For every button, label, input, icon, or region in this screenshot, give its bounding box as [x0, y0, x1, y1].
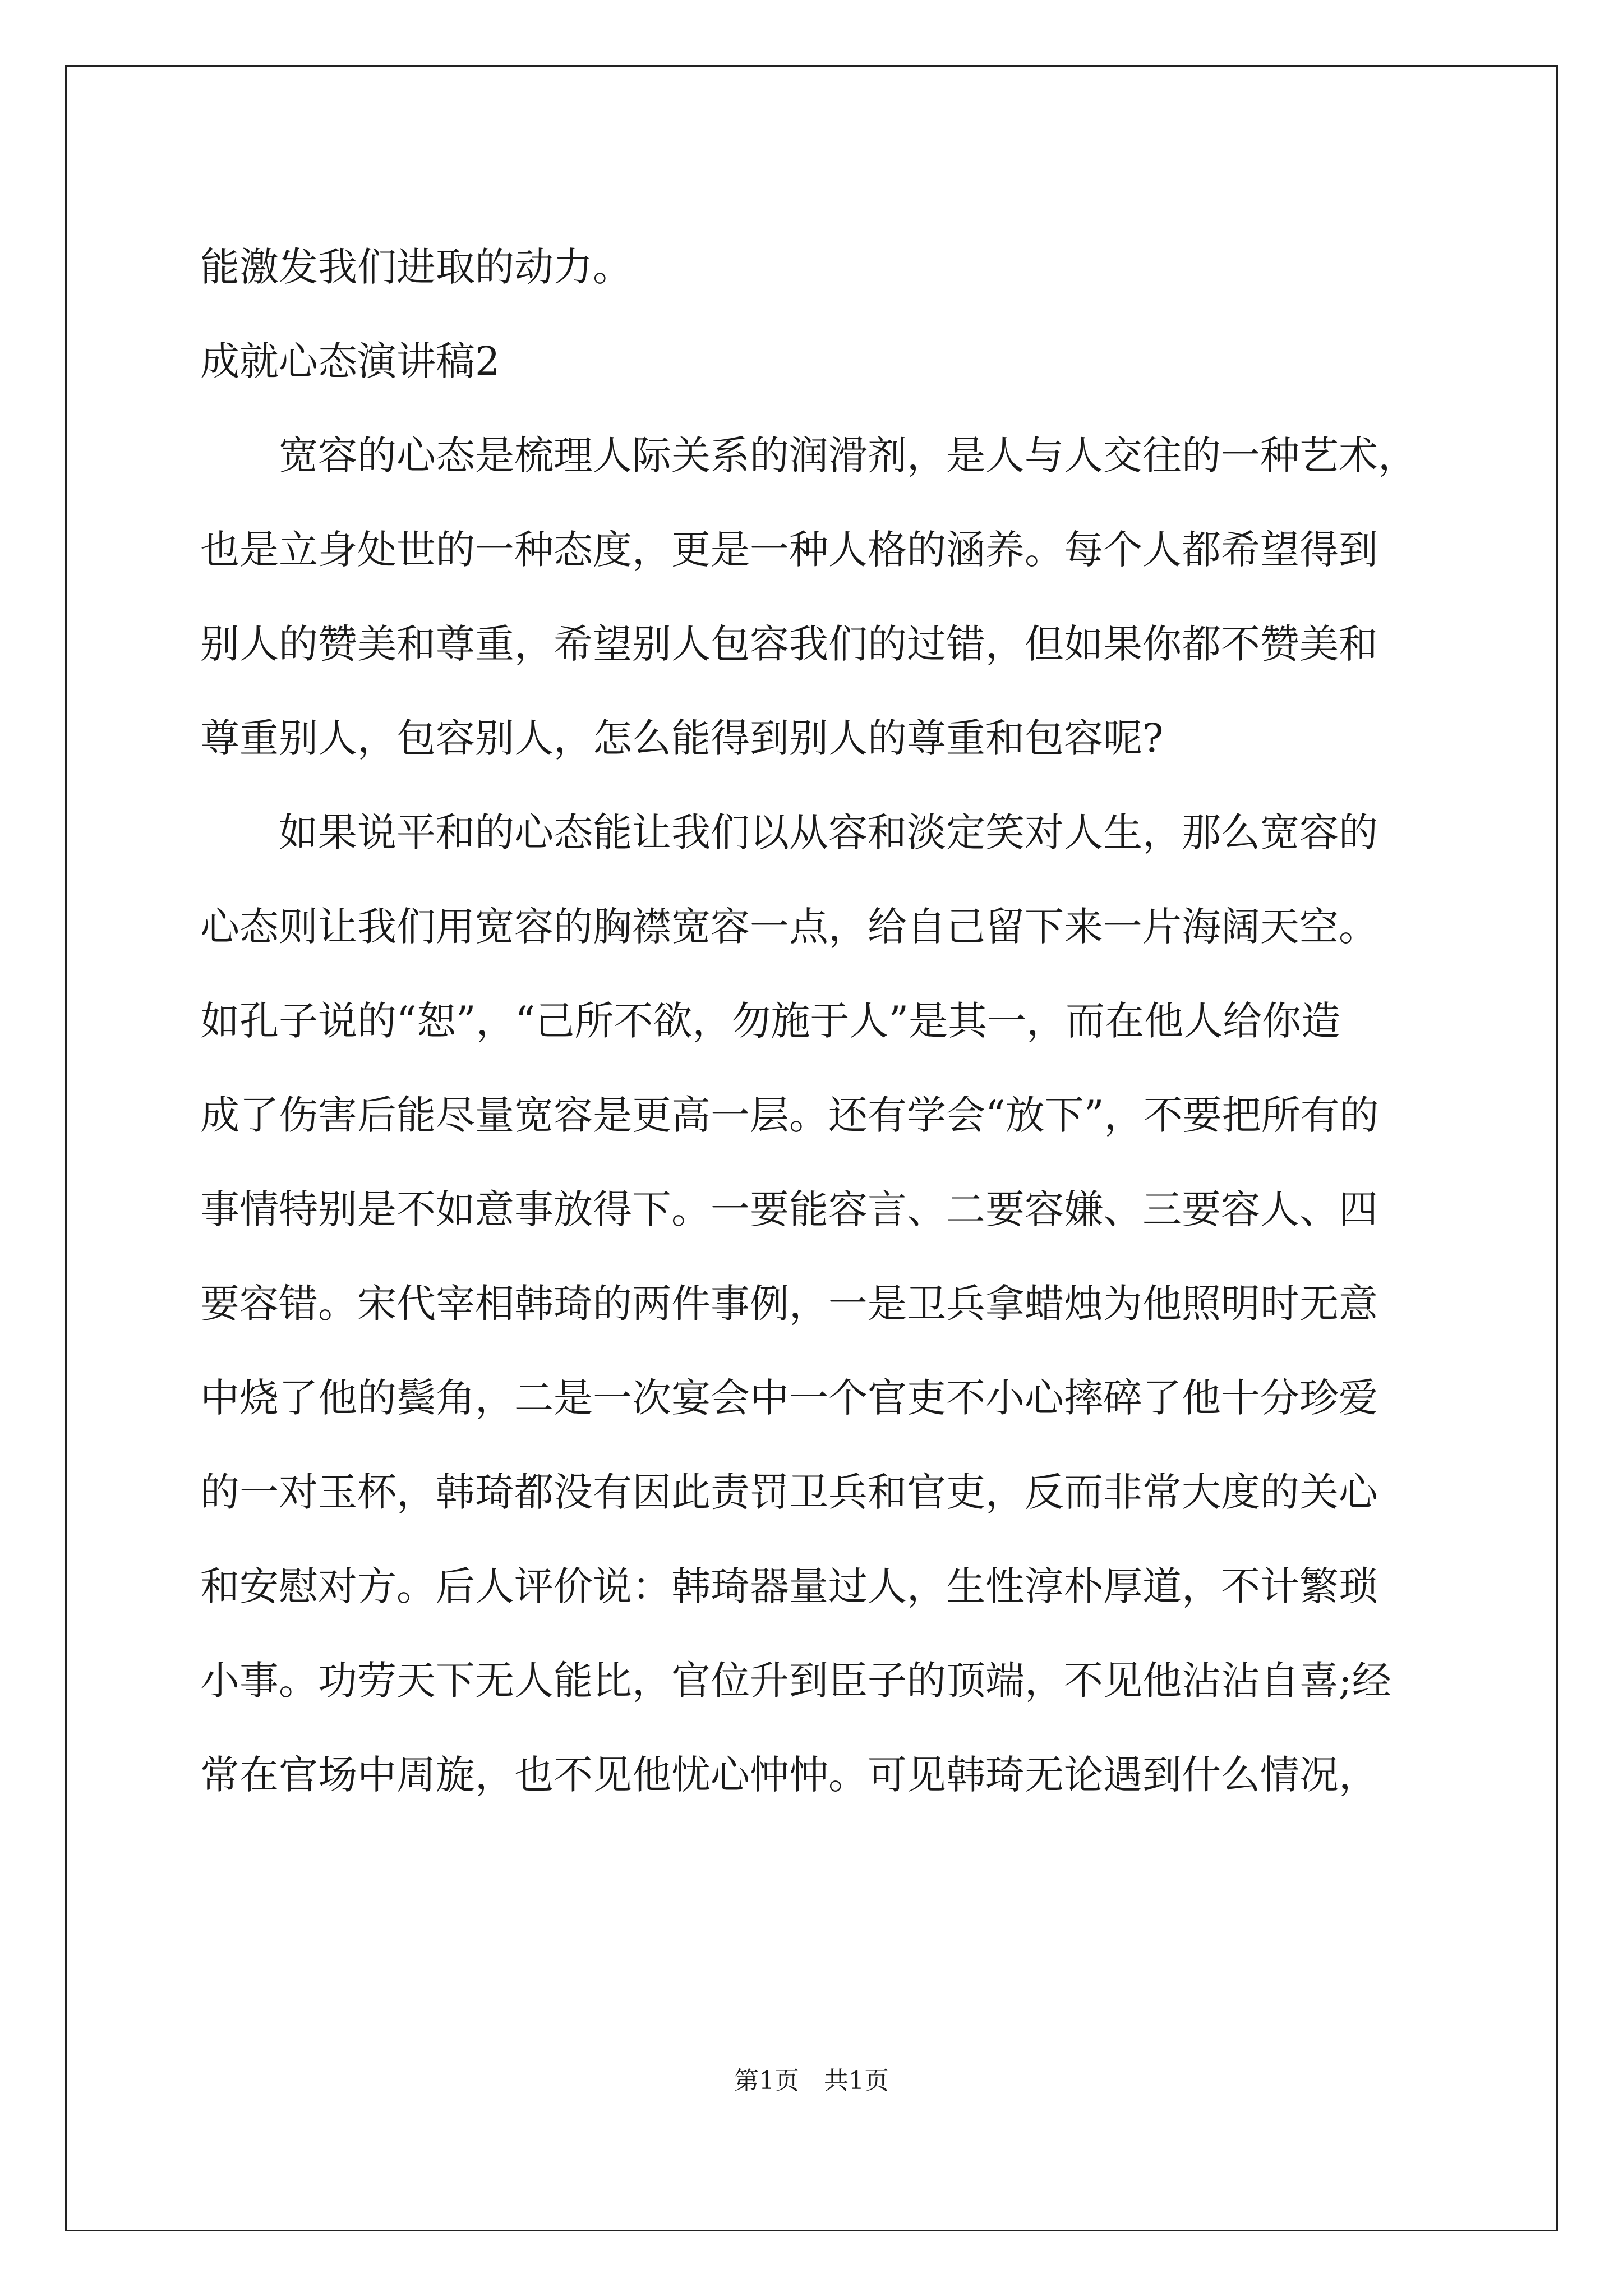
text-line: 成了伤害后能尽量宽容是更高一层。还有学会“放下”，不要把所有的	[200, 1092, 1379, 1138]
text-line: 如果说平和的心态能让我们以从容和淡定笑对人生，那么宽容的	[200, 809, 1378, 855]
text-line: 的一对玉杯，韩琦都没有因此责罚卫兵和官吏，反而非常大度的关心	[200, 1469, 1378, 1515]
text-line: 和安慰对方。后人评价说：韩琦器量过人，生性淳朴厚道，不计繁琐	[200, 1563, 1378, 1609]
text-line: 如孔子说的“恕”，“己所不欲，勿施于人”是其一，而在他人给你造	[200, 998, 1341, 1044]
text-line: 事情特别是不如意事放得下。一要能容言、二要容嫌、三要容人、四	[200, 1186, 1378, 1232]
text-line: 也是立身处世的一种态度，更是一种人格的涵养。每个人都希望得到	[200, 527, 1378, 573]
text-line: 心态则让我们用宽容的胸襟宽容一点，给自己留下来一片海阔天空。	[200, 904, 1378, 950]
text-line: 常在官场中周旋，也不见他忧心忡忡。可见韩琦无论遇到什么情况，	[200, 1752, 1378, 1798]
text-line: 小事。功劳天下无人能比，官位升到臣子的顶端，不见他沾沾自喜;经	[200, 1658, 1391, 1704]
text-line: 能激发我们进取的动力。	[200, 244, 632, 290]
text-line: 要容错。宋代宰相韩琦的两件事例，一是卫兵拿蜡烛为他照明时无意	[200, 1281, 1378, 1327]
text-line: 中烧了他的鬓角，二是一次宴会中一个官吏不小心摔碎了他十分珍爱	[200, 1375, 1378, 1421]
document-body	[200, 220, 1440, 1822]
text-line: 别人的赞美和尊重，希望别人包容我们的过错，但如果你都不赞美和	[200, 621, 1378, 667]
text-line: 尊重别人，包容别人，怎么能得到别人的尊重和包容呢?	[200, 715, 1164, 761]
page-footer: 第1页 共1页	[734, 2067, 889, 2095]
text-line: 宽容的心态是梳理人际关系的润滑剂，是人与人交往的一种艺术，	[200, 432, 1417, 478]
section-heading: 成就心态演讲稿2	[200, 338, 500, 384]
